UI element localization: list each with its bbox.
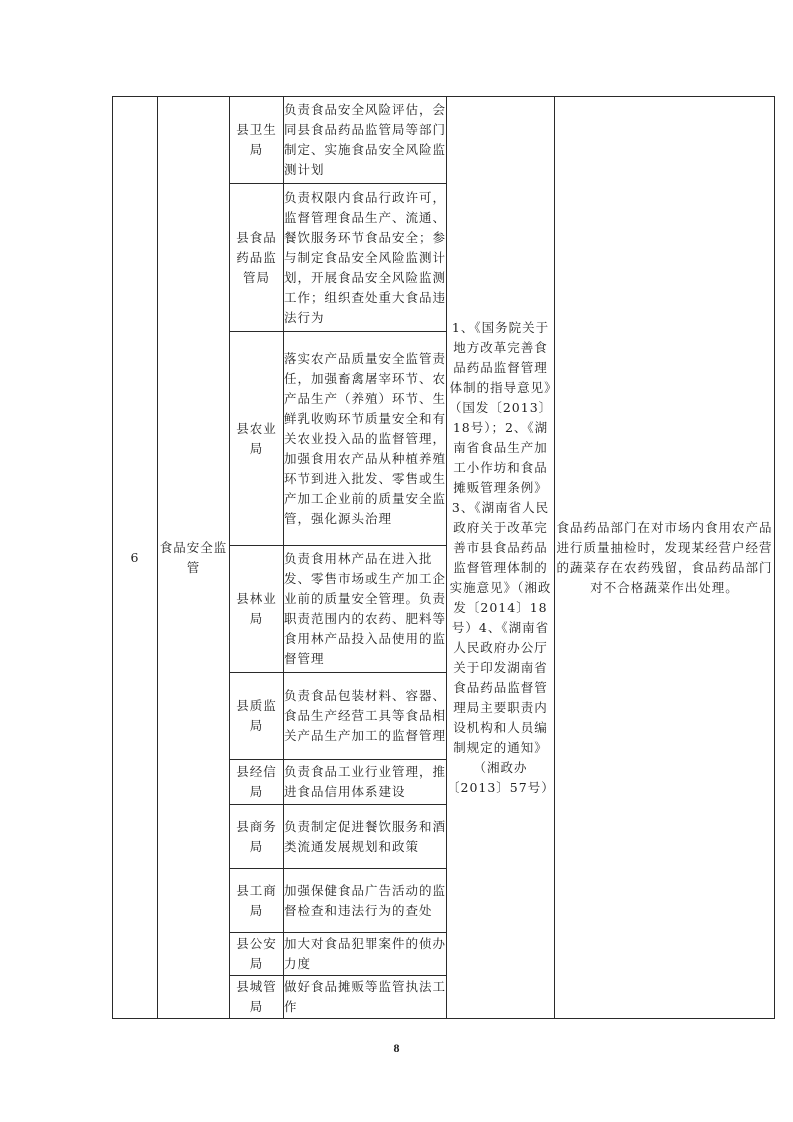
- department-name: 县卫生局: [230, 97, 284, 184]
- department-name: 县经信局: [230, 760, 284, 805]
- department-duty: 做好食品摊贩等监管执法工作: [284, 976, 447, 1019]
- department-duty: 负责权限内食品行政许可，监督管理食品生产、流通、餐饮服务环节食品安全；参与制定食品安全风险监测计划，开展食品安全风险监测工作；组织查处重大食品违法行为: [284, 184, 447, 332]
- department-name: 县质监局: [230, 673, 284, 760]
- department-name: 县城管局: [230, 976, 284, 1019]
- department-name: 县农业局: [230, 332, 284, 546]
- department-duty: 加强保健食品广告活动的监督检查和违法行为的查处: [284, 869, 447, 933]
- department-duty: 负责食品包装材料、容器、食品生产经营工具等食品相关产品生产加工的监督管理: [284, 673, 447, 760]
- department-name: 县商务局: [230, 805, 284, 869]
- department-duty: 加大对食品犯罪案件的侦办力度: [284, 933, 447, 976]
- department-duty: 负责制定促进餐饮服务和酒类流通发展规划和政策: [284, 805, 447, 869]
- department-name: 县食品药品监管局: [230, 184, 284, 332]
- department-duty: 落实农产品质量安全监管责任，加强畜禽屠宰环节、农产品生产（养殖）环节、生鲜乳收购环节质量安全和有关农业投入品的监督管理，加强食用农产品从种植养殖环节到进入批发、零售或生产加工企业前的质量安全监管，强化源头治理: [284, 332, 447, 546]
- department-name: 县工商局: [230, 869, 284, 933]
- category-cell: 食品安全监管: [158, 97, 230, 1019]
- department-duty: 负责食用林产品在进入批发、零售市场或生产加工企业前的质量安全管理。负责职责范围内的农药、肥料等食用林产品投入品使用的监督管理: [284, 546, 447, 673]
- row-index: 6: [113, 97, 158, 1019]
- department-name: 县公安局: [230, 933, 284, 976]
- department-duty: 负责食品工业行业管理，推进食品信用体系建设: [284, 760, 447, 805]
- responsibility-table: [112, 96, 775, 1019]
- legal-basis-cell: 1、《国务院关于地方改革完善食品药品监督管理体制的指导意见》（国发〔2013〕18号）；2、《湖南省食品生产加工小作坊和食品摊贩管理条例》3、《湖南省人民政府关于改革完善市县食品药品监督管理体制的实施意见》（湘政发〔2014〕18号）4、《湖南省人民政府办公厅关于印发湖南省食品药品监督管理局主要职责内设机构和人员编制规定的通知》（湘政办〔2013〕57号）: [447, 97, 555, 1019]
- page-number: 8: [393, 1041, 400, 1055]
- department-duty: 负责食品安全风险评估，会同县食品药品监管局等部门制定、实施食品安全风险监测计划: [284, 97, 447, 184]
- case-example-cell: 食品药品部门在对市场内食用农产品进行质量抽检时，发现某经营户经营的蔬菜存在农药残留，食品药品部门对不合格蔬菜作出处理。: [555, 97, 775, 1019]
- department-name: 县林业局: [230, 546, 284, 673]
